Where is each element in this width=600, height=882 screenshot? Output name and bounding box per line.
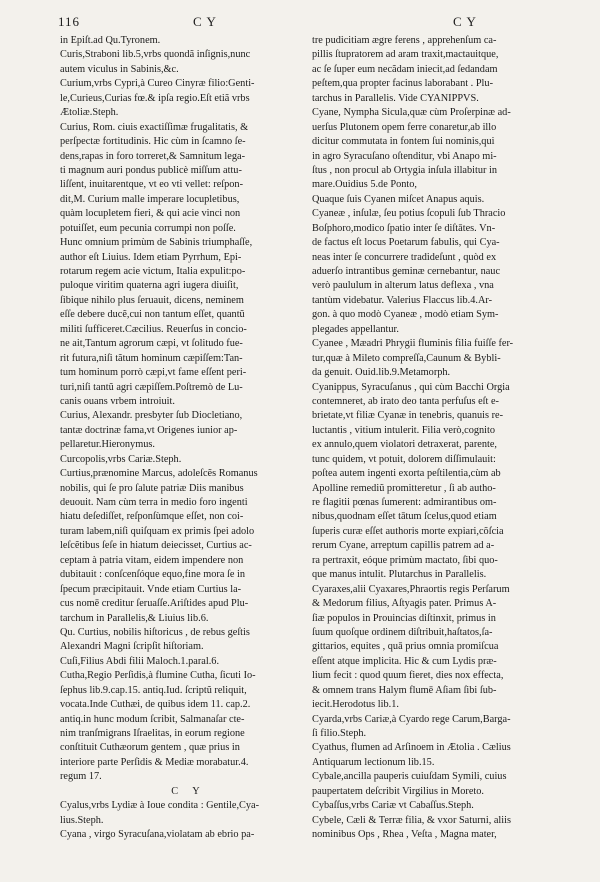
left-column-line: leſcẽtibus ſeſe in hiatum deiecisset, Curtius ac- — [60, 540, 252, 552]
right-column-line: & omnem trans Halym flumē Aſiam ſibi ſub- — [312, 684, 497, 696]
right-column-line: Cyane, Nympha Sicula,quæ cùm Proſerpinæ ad- — [312, 107, 511, 119]
left-column-line: cus nomē creditur ſeruaſſe.Ariſtides apud Plu- — [60, 598, 249, 610]
right-column-line: de factus eſt locus Poetarum fabulis, qui Cya- — [312, 237, 500, 249]
right-column-line: Cyarda,vrbs Cariæ,à Cyardo rege Carum,Barga- — [312, 713, 511, 725]
right-column-line: uerſus Plutonem opem ferre conaretur,ab illo — [312, 121, 497, 133]
right-column-line: luctantis , vitium intulerit. Filia verò,cognito — [312, 424, 496, 436]
left-column-line: ſephus lib.9.cap.15. antiq.Iud. ſcriptũ reliquit, — [60, 684, 247, 696]
right-column-line: iecit.Herodotus lib.1. — [312, 699, 399, 711]
right-column-line: aduerſo intrantibus geminæ cernebantur, nauc — [312, 266, 501, 277]
left-column-line: author eſt Liuius. Idem etiam Pyrrhum, Epi- — [60, 251, 242, 263]
left-column-line: tantæ doctrinæ fama,vt Origenes iunior ap- — [60, 424, 238, 436]
right-column-line: ra pertraxit, eóque primùm mactato, ſibi quo- — [312, 554, 498, 566]
right-column-line: nominibus Ops , Rhea , Veſta , Magna mater, — [312, 829, 497, 841]
left-column-line: deuouit. Nam cùm terra in medio foro ingenti — [60, 497, 248, 508]
left-column-line: C Y — [171, 785, 206, 797]
right-column-line: ſuperis curæ eſſet authoris morte expiari,cõſcia — [312, 525, 504, 537]
right-column-line: tur,quæ à Mileto compreſſa,Caunum & Bybli- — [312, 352, 501, 364]
right-column-line: verò paululum in alterum latus deflexa , vna — [312, 280, 494, 292]
right-column-line: ſuum quoſque ordinem diſtribuit,haſtatos,ſa- — [312, 626, 493, 638]
left-column-line: liſſent, inuitarentque, vt eo vti vellet: reſpon- — [60, 179, 244, 191]
right-column-line: que manus intulit. Plutarchus in Parallelis. — [312, 569, 487, 581]
right-column-line: tre pudicitiam ægre ferens , apprehenſum ca- — [312, 35, 497, 46]
right-column-line: Apolline remediũ promitteretur , ſi ab autho- — [312, 482, 496, 494]
right-column-line: re flagitii pœnas ſumerent: admirantibus om- — [312, 497, 497, 508]
left-column-line: militi ſufficeret.Cæcilius. Reuerſus in concio- — [60, 323, 247, 335]
left-column-line: nim tranſmigrans Iſraelitas, in eorum regione — [60, 728, 245, 739]
left-column-line: Ætoliæ.Steph. — [60, 107, 119, 119]
left-column-line: Hunc omnium primùm de Sabinis triumphaſſe, — [60, 237, 253, 249]
right-column-line: Cyathus, flumen ad Arſinoem in Ætolia . Cælius — [312, 742, 511, 754]
left-column-line: canis ouans vrbem introiuit. — [60, 395, 175, 407]
left-column-line: ti magnum auri pondus publicè miſſum attu- — [60, 164, 242, 176]
left-column-line: Curius, Rom. ciuis exactiſſimæ frugalitatis, & — [60, 121, 249, 133]
right-column-line: in agro Syracuſano oſtenditur, vbi Anapo mi- — [312, 150, 497, 162]
left-column-line: autem viculus in Sabinis,&c. — [60, 63, 179, 75]
right-column-line: nibus,quodnam eſſet tātum ſcelus,quod etiam — [312, 511, 497, 523]
left-column-line: dit,M. Curium malle imperare locupletibus, — [60, 193, 240, 205]
right-column-line: Cybale,ancilla pauperis cuiuſdam Symili, cuius — [312, 771, 507, 783]
left-column-line: regum 17. — [60, 771, 102, 783]
left-column-line: eſſe debere ducẽ,cui non tantum eſſet, quantũ — [60, 309, 245, 321]
right-column-line: ſi filio.Steph. — [312, 728, 367, 739]
left-column-line: ceptam à patria vitam, eidem impendere non — [60, 554, 244, 566]
right-column-line: peſtem,qua propter facinus laborabant . Plu- — [312, 78, 493, 90]
left-column-line: Curis,Straboni lib.5,vrbs quondã inſignis,nunc — [60, 49, 251, 61]
left-column-line: turam labem,niſi quiſquam ex primis ſpei adolo — [60, 525, 255, 537]
right-column-line: Quaque ſuis Cyanen miſcet Anapus aquis. — [312, 193, 485, 205]
left-column-line: hiatu deſediſſet, reſponſùmque eſſet, non coi- — [60, 511, 244, 523]
left-column-line: quàm locupletem fieri, & qui acie vinci non — [60, 208, 241, 220]
right-column-line: Antiquarum lectionum lib.15. — [312, 756, 435, 768]
left-column-line: le,Curieus,Curias fœ.& ipſa regio.Eſt etiã vrbs — [60, 92, 250, 104]
left-column-line: tum hominum porrò cæpi,vt fame eſſent peri- — [60, 367, 247, 379]
right-column-line: rerum Cyane, arreptum capillis patrem ad a- — [312, 540, 495, 552]
right-column-line: tarchus in Parallelis. Vide CYANIPPVS. — [312, 92, 479, 104]
left-column-line: rotarum regem acie victum, Italia expulit:po- — [60, 266, 246, 277]
left-column-line: Cutha,Regio Perſidis,à flumine Cutha, ſicuti Io- — [60, 670, 256, 682]
left-column-line: ſpecum præcipitauit. Vnde etiam Curtius la- — [60, 583, 242, 595]
left-column-line: antiq.in hunc modum ſcribit, Salmanaſar cte- — [60, 713, 245, 725]
right-column-line: pillis ſtupratorem ad aram traxit,mactauitque, — [312, 49, 499, 61]
left-column-line: Cyalus,vrbs Lydiæ à Ioue condita : Gentile,Cya- — [60, 800, 260, 812]
left-column-line: lius.Steph. — [60, 814, 104, 826]
right-column-line: & Medorum filius, Aſtyagis pater. Primus A- — [312, 598, 497, 610]
right-column-line: ſiæ populos in Prouincias diſtinxit, primus in — [312, 612, 496, 624]
left-column-line: Curius, Alexandr. presbyter ſub Diocletiano, — [60, 410, 243, 422]
right-column-line: plegades appellantur. — [312, 323, 399, 335]
right-column-line: dicitur commutata in fontem ſui nominis,qui — [312, 136, 495, 148]
right-column-line: poſtea autem ingenti exorta peſtilentia,cùm ab — [312, 468, 501, 480]
left-column-line: pellaretur.Hieronymus. — [60, 439, 155, 451]
left-column-line: turi,niſi tantũ agri cæpiſſem.Poſtremò de Lu- — [60, 381, 243, 393]
right-column-line: Cyaneæ , inſulæ, ſeu potius ſcopuli ſub Thracio — [312, 208, 506, 220]
left-column-line: dens,rapas in foro torreret,& Samnitum lega- — [60, 150, 246, 162]
right-column-line: da genuit. Ouid.lib.9.Metamorph. — [312, 367, 451, 379]
right-column-line: mare.Ouidius 5.de Ponto, — [312, 179, 417, 191]
left-column-line: interiore parte Perſidis & Mediæ morabatur.4. — [60, 756, 249, 768]
left-column-line: puloque viritim quaterna agri iugera diuiſit, — [60, 280, 239, 292]
left-column-line: Curtius,prænomine Marcus, adoleſcẽs Romanus — [60, 468, 258, 480]
right-column-line: Boſphoro,modico ſpatio inter ſe diſtātes. Vn- — [312, 222, 496, 234]
left-column-line: ſibique nihilo plus ſeruauit, dicens, neminem — [60, 294, 244, 306]
right-column-line: ac ſe ſuper eum necãdam iniecit,ad ſedandam — [312, 63, 498, 75]
left-column-line: nobilis, qui ſe pro ſalute patriæ Diis manibus — [60, 482, 244, 494]
right-column-line: paupertatem deſcribit Virgilius in Moreto. — [312, 785, 485, 797]
left-column-line: Cyana , virgo Syracuſana,violatam ab ebrio pa- — [60, 829, 255, 841]
left-column-line: perſpectæ fortitudinis. Hic cùm in ſcamno ſe- — [60, 136, 246, 148]
right-column-line: ſtus , non procul ab Ortygia inſula illabitur in — [312, 164, 498, 176]
right-column-line: brietate,vt filiæ Cyanæ in tenebris, quanuis re- — [312, 410, 504, 422]
header-letters-right: C Y — [453, 14, 477, 29]
right-column-line: gittarios, equites , quā prius omnia promiſcua — [312, 641, 499, 653]
right-column-line: eſſent atque implicita. Hic & cum Lydis præ- — [312, 655, 497, 667]
left-column-line: rit futura,niſi tãtum hominum cæpiſſem:Tan- — [60, 352, 243, 364]
right-column-line: Cybele, Cæli & Terræ filia, & vxor Saturni, aliis — [312, 814, 511, 826]
left-column-line: ne ait,Tantum agrorum cæpi, vt ſolitudo fue- — [60, 338, 243, 350]
right-column-line: Cyaraxes,alii Cyaxares,Phraortis regis Perſarum — [312, 583, 510, 595]
header-letters-left: C Y — [193, 14, 217, 29]
left-column — [60, 34, 317, 843]
left-column-line: Curcopolis,vrbs Cariæ.Steph. — [60, 453, 182, 465]
right-column-line: Cyanippus, Syracuſanus , qui cùm Bacchi Orgia — [312, 381, 510, 393]
left-column-line: tarchum in Parallelis,& Liuius lib.6. — [60, 612, 209, 624]
left-column-line: Alexandri Magni ſcripſit hiſtoriam. — [60, 641, 204, 653]
page-number: 116 — [58, 14, 81, 29]
right-column — [312, 34, 569, 843]
right-column-line: contemneret, ab irato deo tanta perfuſus eſt e- — [312, 395, 499, 407]
left-column-line: potuiſſet, eum pecunia corrumpi non poſſe. — [60, 222, 236, 234]
right-column-line: ex annulo,quem violatori detraxerat, parente, — [312, 439, 497, 451]
left-column-line: Qu. Curtius, nobilis hiſtoricus , de rebus geſtis — [60, 626, 250, 638]
running-header — [58, 10, 578, 34]
right-column-line: neas inter ſe concurrere tradideſunt , quòd ex — [312, 251, 497, 263]
left-column-line: conſtituit Cuthæorum gentem , quæ prius in — [60, 742, 240, 754]
left-column-line: Cuſi,Filius Abdi filii Maloch.1.paral.6. — [60, 655, 220, 667]
right-column-line: tantùm videbatur. Valerius Flaccus lib.4.Ar- — [312, 294, 493, 306]
left-column-line: in Epiſt.ad Qu.Tyronem. — [60, 35, 161, 46]
left-column-line: vocata.Inde Cuthæi, de quibus idem 11. cap.2. — [60, 699, 251, 711]
right-column-line: lium fecit : quod quum fieret, dies nox effecta, — [312, 670, 504, 682]
right-column-line: gon. à quo modò Cyaneæ , modò etiam Sym- — [312, 309, 499, 321]
right-column-line: Cybaſſus,vrbs Cariæ vt Cabaſſus.Steph. — [312, 800, 474, 812]
right-column-line: Cyanee , Mæadri Phrygii fluminis filia fuiſſe fer- — [312, 338, 514, 350]
right-column-line: tunc quidem, vt potuit, dolorem diſſimulauit: — [312, 453, 496, 465]
left-column-line: dubitauit : conſcenſóque equo,fine mora ſe in — [60, 569, 246, 581]
left-column-line: Curium,vrbs Cypri,à Cureo Cinyræ filio:Genti- — [60, 78, 255, 90]
